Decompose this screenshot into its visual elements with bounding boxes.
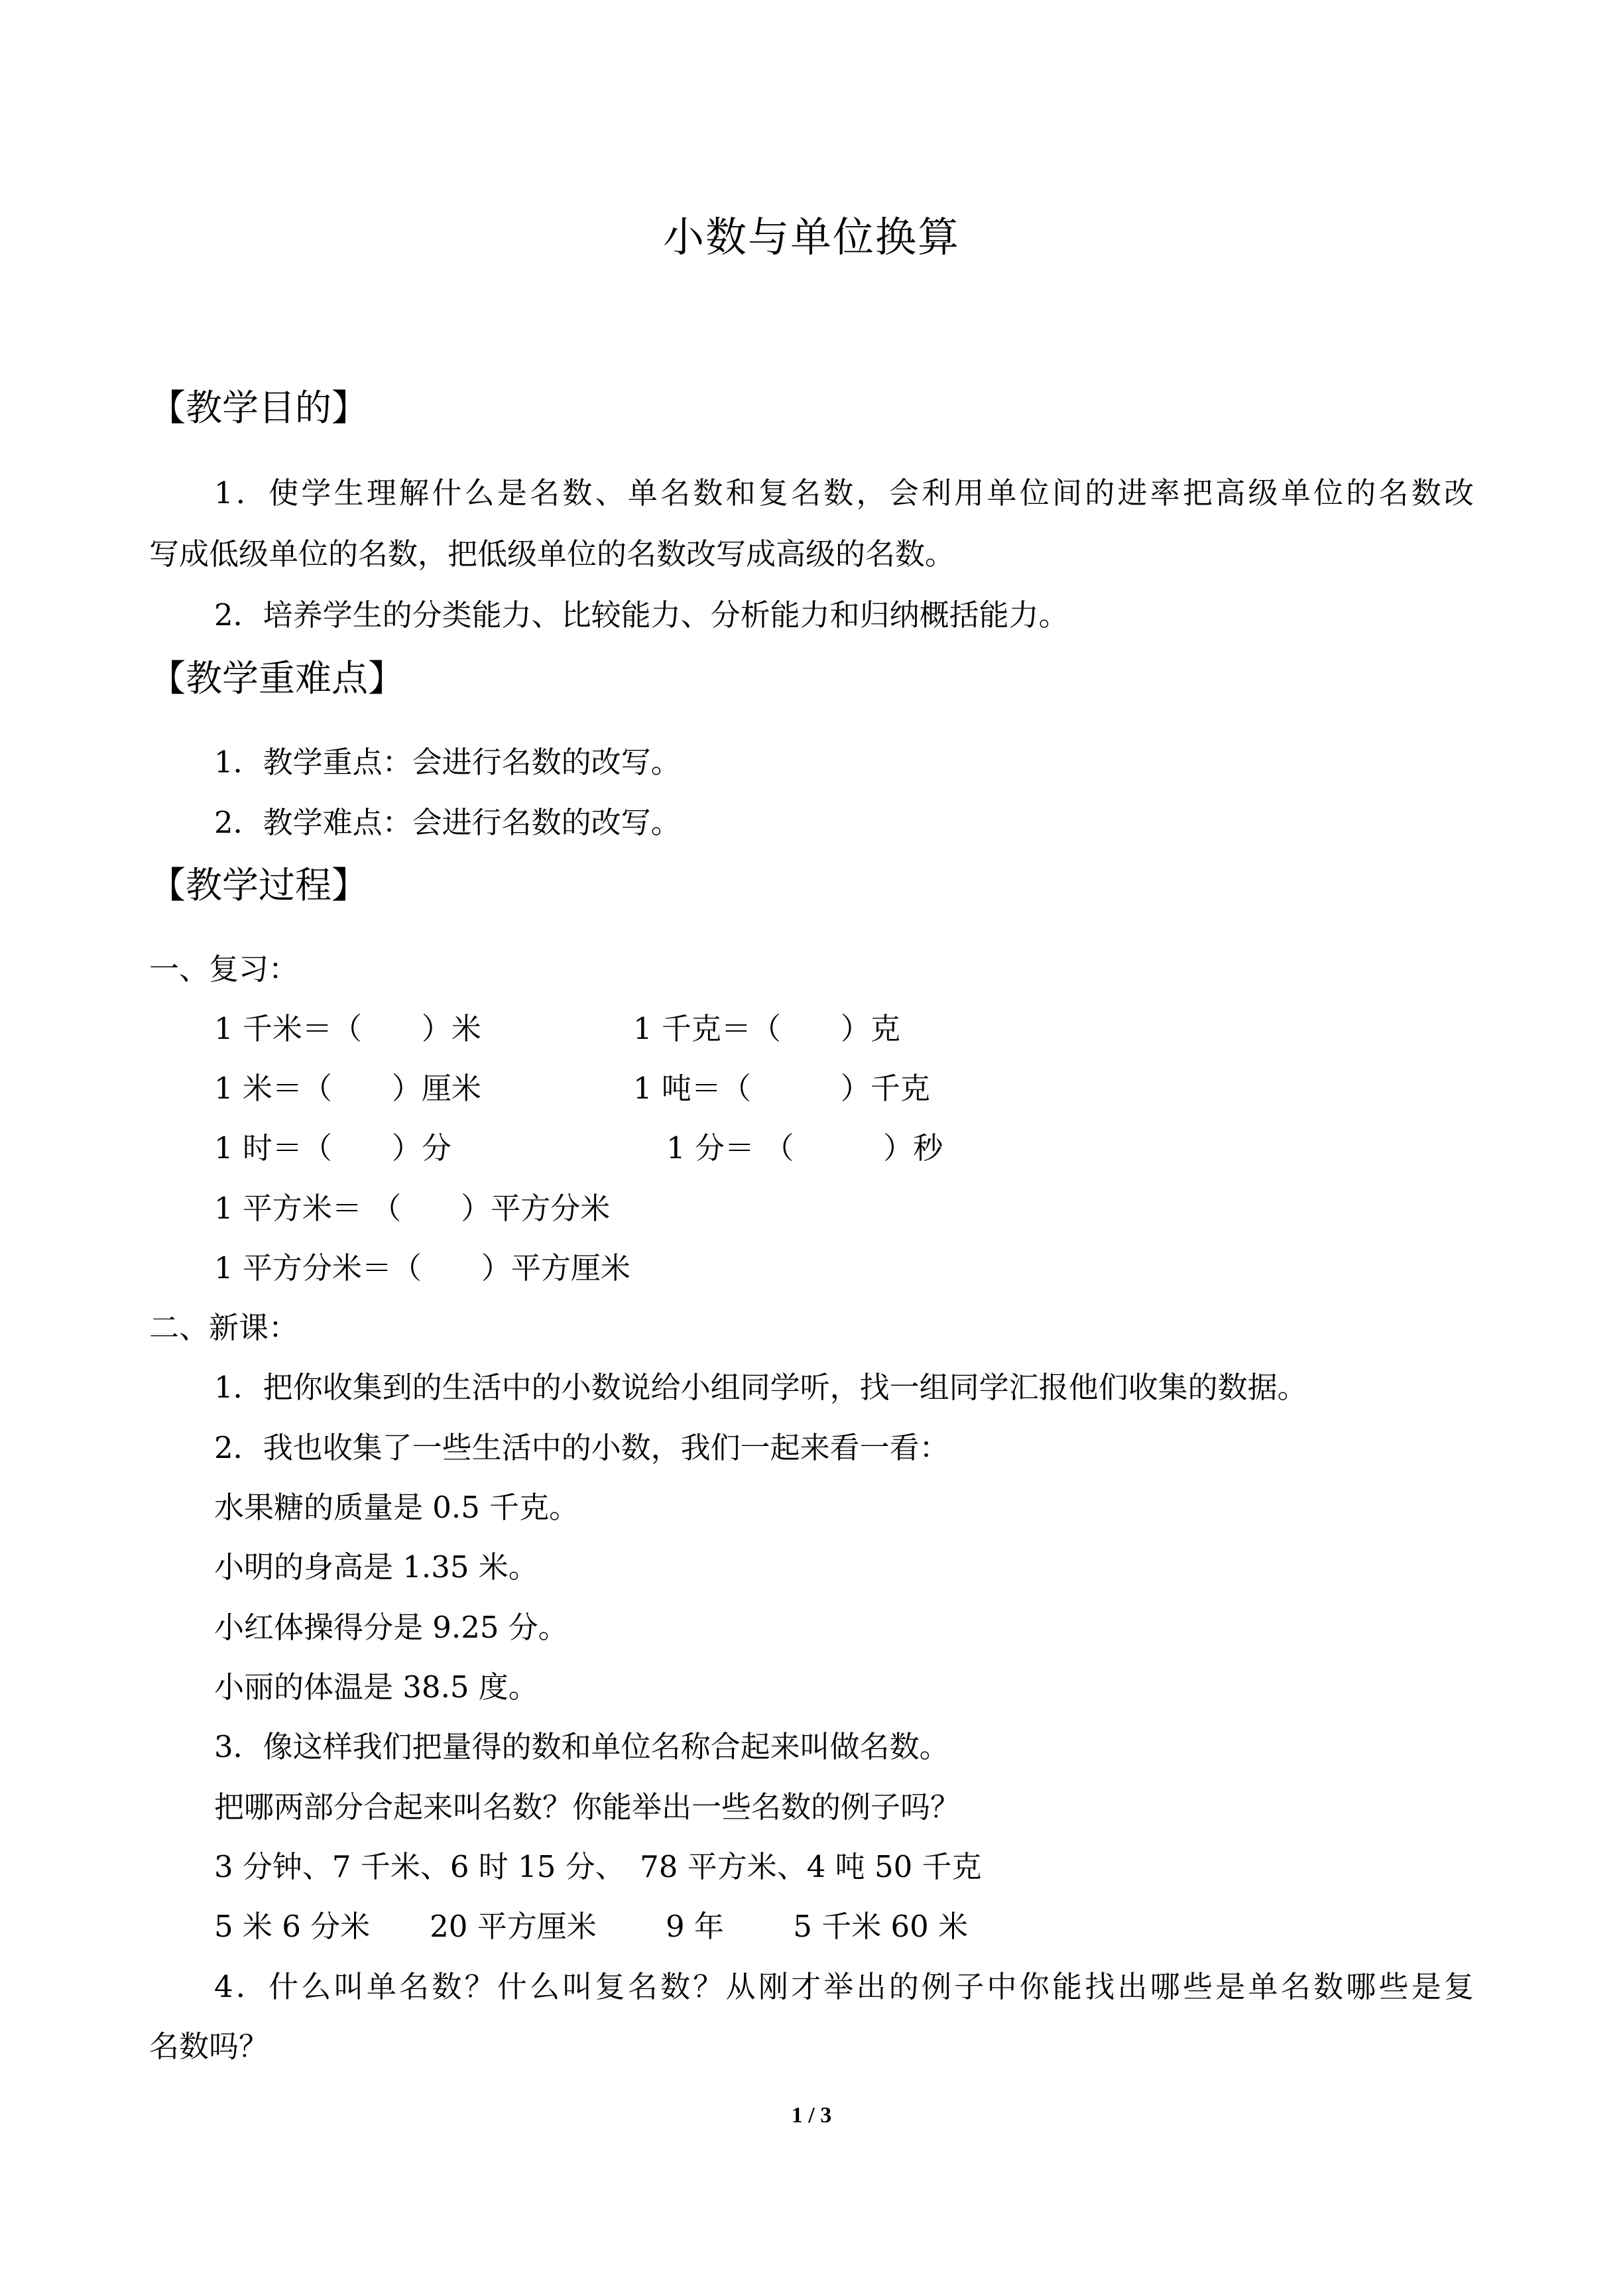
review-row-1-left: 1 千米＝（ ）米 xyxy=(214,1011,481,1046)
review-row-2-right: 1 吨＝（ ）千克 xyxy=(633,1071,930,1106)
key-point-2: 2．教学难点：会进行名数的改写。 xyxy=(214,805,681,840)
review-row-1-right: 1 千克＝（ ）克 xyxy=(633,1011,900,1046)
section-heading-purpose: 【教学目的】 xyxy=(149,387,369,429)
example-line-4: 小丽的体温是 38.5 度。 xyxy=(214,1669,538,1705)
purpose-item-1-line-1: 1．使学生理解什么是名数、单名数和复名数，会利用单位间的进率把高级单位的名数改 xyxy=(214,475,1474,511)
new-lesson-item-3: 3．像这样我们把量得的数和单位名称合起来叫做名数。 xyxy=(214,1729,949,1764)
example-line-1: 水果糖的质量是 0.5 千克。 xyxy=(214,1490,579,1525)
review-row-2-left: 1 米＝（ ）厘米 xyxy=(214,1071,481,1106)
example-list-2: 5 米 6 分米 20 平方厘米 9 年 5 千米 60 米 xyxy=(214,1909,969,1944)
review-label: 一、复习： xyxy=(149,951,299,987)
key-point-1: 1．教学重点：会进行名数的改写。 xyxy=(214,745,681,780)
review-row-3-right: 1 分＝ （ ）秒 xyxy=(666,1130,943,1166)
new-lesson-item-4-line-1: 4．什么叫单名数？什么叫复名数？从刚才举出的例子中你能找出哪些是单名数哪些是复 xyxy=(214,1969,1474,2004)
example-line-3: 小红体操得分是 9.25 分。 xyxy=(214,1610,568,1645)
new-lesson-item-2: 2．我也收集了一些生活中的小数，我们一起来看一看： xyxy=(214,1430,949,1465)
document-title: 小数与单位换算 xyxy=(662,213,960,261)
new-lesson-label: 二、新课： xyxy=(149,1310,299,1345)
section-heading-process: 【教学过程】 xyxy=(149,864,369,906)
review-row-3-left: 1 时＝（ ）分 xyxy=(214,1130,451,1166)
example-line-2: 小明的身高是 1.35 米。 xyxy=(214,1549,538,1585)
review-row-4-left: 1 平方米＝ （ ）平方分米 xyxy=(214,1191,611,1226)
page-number: 1 / 3 xyxy=(791,2103,832,2128)
purpose-item-2: 2．培养学生的分类能力、比较能力、分析能力和归纳概括能力。 xyxy=(214,597,1069,633)
new-lesson-item-1: 1．把你收集到的生活中的小数说给小组同学听，找一组同学汇报他们收集的数据。 xyxy=(214,1370,1307,1405)
review-row-5-left: 1 平方分米＝（ ）平方厘米 xyxy=(214,1250,631,1286)
section-heading-key-points: 【教学重难点】 xyxy=(149,657,405,699)
new-lesson-item-4-line-2: 名数吗？ xyxy=(149,2029,269,2064)
purpose-item-1-line-2: 写成低级单位的名数，把低级单位的名数改写成高级的名数。 xyxy=(149,536,955,572)
example-list-1: 3 分钟、7 千米、6 时 15 分、 78 平方米、4 吨 50 千克 xyxy=(214,1849,982,1884)
new-lesson-question: 把哪两部分合起来叫名数？你能举出一些名数的例子吗？ xyxy=(214,1789,961,1825)
